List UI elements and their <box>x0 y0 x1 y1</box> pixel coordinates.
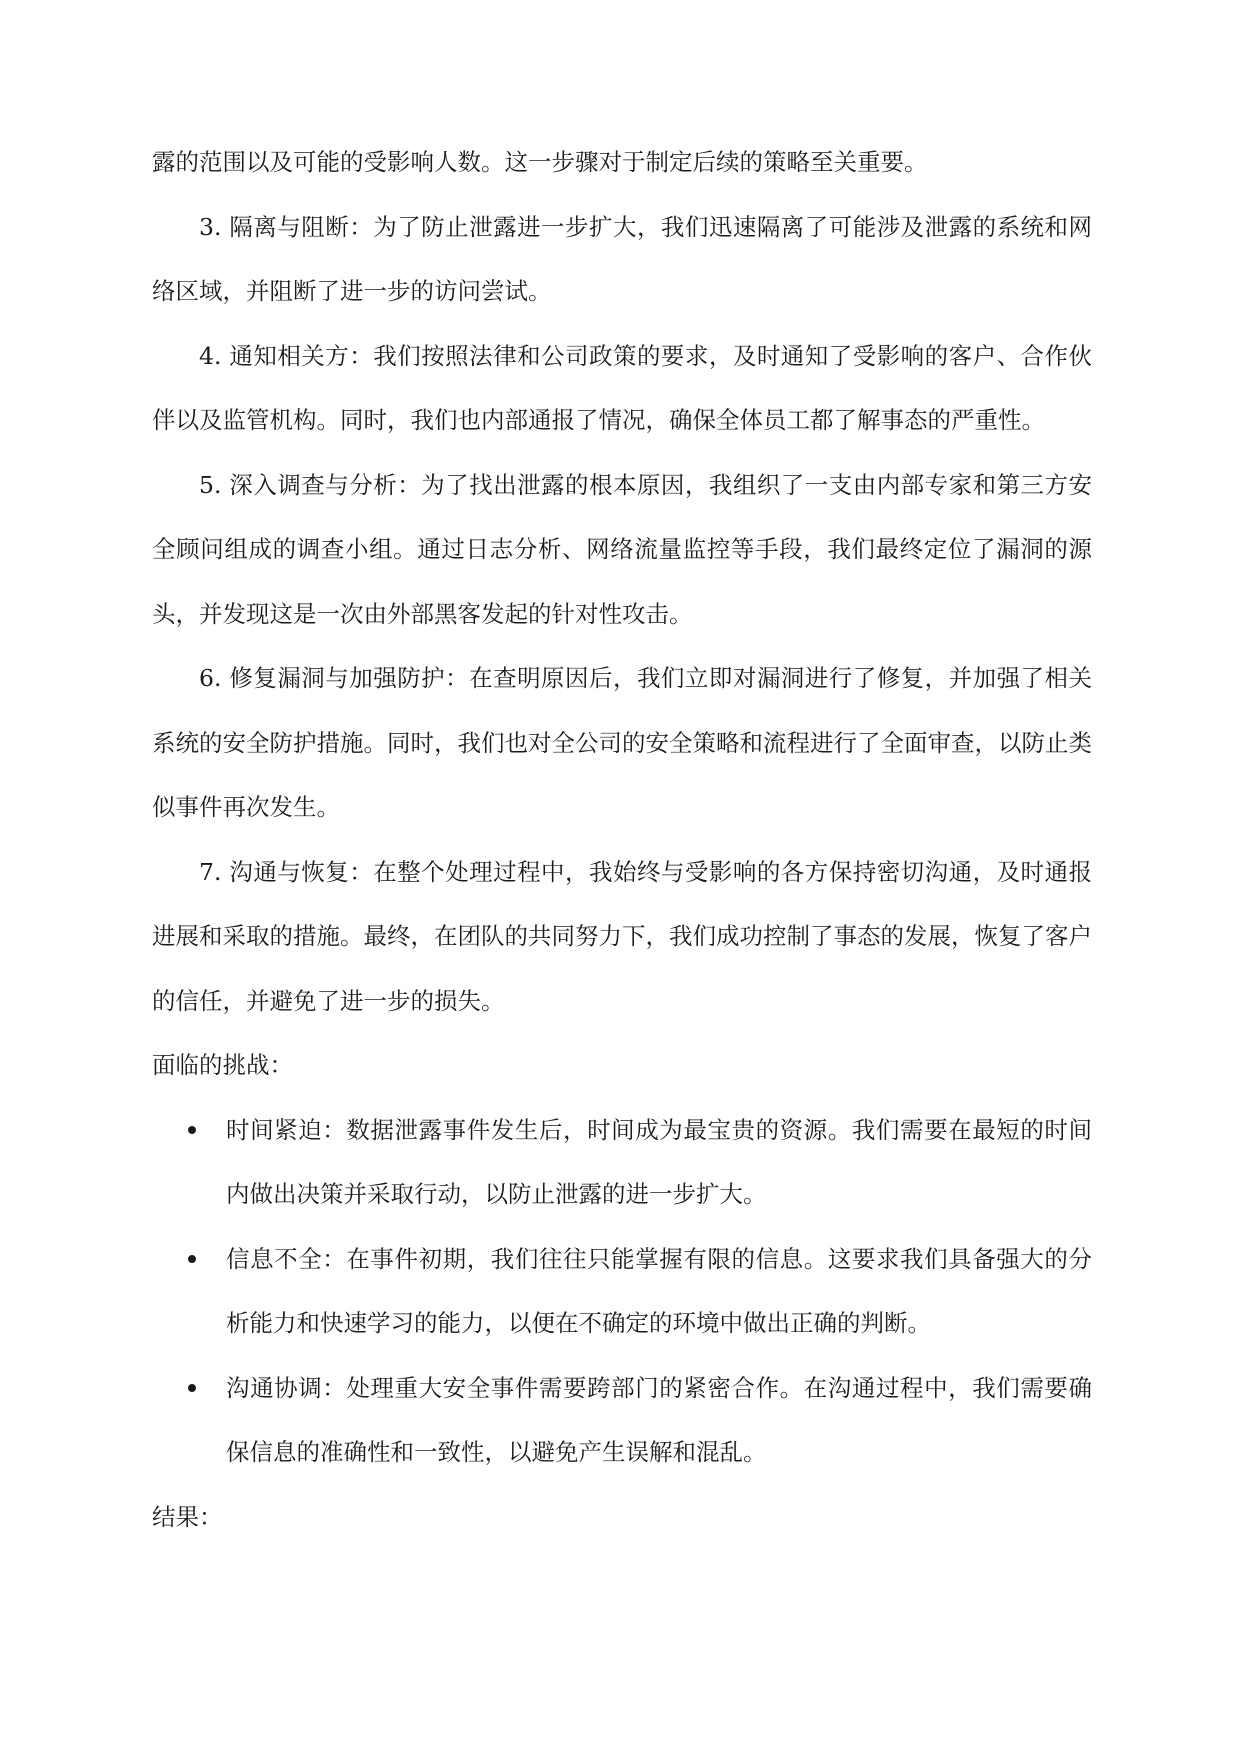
results-heading: 结果： <box>152 1502 223 1531</box>
list-item <box>152 1356 1092 1485</box>
paragraph-step-6-repair: 6. 修复漏洞与加强防护：在查明原因后，我们立即对漏洞进行了修复，并加强了相关系统的安全防护措施。同时，我们也对全公司的安全策略和流程进行了全面审查，以防止类似事件再次发生。 <box>152 664 1092 821</box>
list-item <box>152 1227 1092 1356</box>
list-item <box>152 1098 1092 1227</box>
challenge-coordination: 沟通协调：处理重大安全事件需要跨部门的紧密合作。在沟通过程中，我们需要确保信息的准确性和一致性，以避免产生误解和混乱。 <box>226 1373 1092 1466</box>
document-body <box>152 130 1092 1549</box>
bullet-icon <box>188 1356 198 1421</box>
challenge-time-pressure: 时间紧迫：数据泄露事件发生后，时间成为最宝贵的资源。我们需要在最短的时间内做出决策并采取行动，以防止泄露的进一步扩大。 <box>226 1115 1092 1208</box>
challenges-heading: 面临的挑战： <box>152 1051 293 1079</box>
paragraph-step-5-investigation: 5. 深入调查与分析：为了找出泄露的根本原因，我组织了一支由内部专家和第三方安全顾问组成的调查小组。通过日志分析、网络流量监控等手段，我们最终定位了漏洞的源头，并发现这是一次由外部黑客发起的针对性攻击。 <box>152 470 1092 628</box>
paragraph-step-4-notify: 4. 通知相关方：我们按照法律和公司政策的要求，及时通知了受影响的客户、合作伙伴以及监管机构。同时，我们也内部通报了情况，确保全体员工都了解事态的严重性。 <box>152 341 1092 434</box>
bullet-icon <box>188 1098 198 1163</box>
challenges-list <box>152 1098 1092 1485</box>
paragraph-step-3-isolation: 3. 隔离与阻断：为了防止泄露进一步扩大，我们迅速隔离了可能涉及泄露的系统和网络区域，并阻断了进一步的访问尝试。 <box>152 212 1092 305</box>
challenge-incomplete-info: 信息不全：在事件初期，我们往往只能掌握有限的信息。这要求我们具备强大的分析能力和快速学习的能力，以便在不确定的环境中做出正确的判断。 <box>226 1244 1092 1337</box>
paragraph-step-7-recovery: 7. 沟通与恢复：在整个处理过程中，我始终与受影响的各方保持密切沟通，及时通报进展和采取的措施。最终，在团队的共同努力下，我们成功控制了事态的发展，恢复了客户的信任，并避免了进一步的损失。 <box>152 857 1092 1015</box>
paragraph-continuation: 露的范围以及可能的受影响人数。这一步骤对于制定后续的策略至关重要。 <box>152 148 928 176</box>
bullet-icon <box>188 1227 198 1292</box>
